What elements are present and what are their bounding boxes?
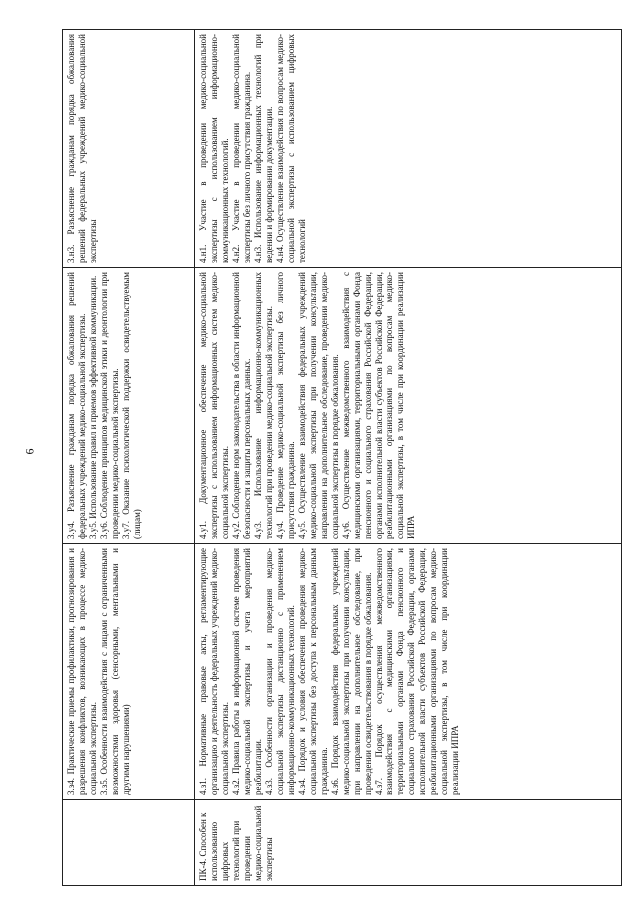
- knowledge-item: 4.з3. Особенности организации и проведения медико-социальной экспертизы дистанционно с применением информационно-коммуникационных технологий.: [263, 548, 296, 795]
- skill-item: 4.у2. Соблюдение норм законодательства в области информационной безопасности и защиты персональных данных.: [230, 272, 252, 539]
- ability-item: 4.н3. Использование информационных технологий при ведении и формировании документации.: [252, 34, 274, 263]
- competency-table: [62, 29, 622, 886]
- skills-cell: [63, 268, 195, 544]
- abilities-cell: [63, 30, 195, 268]
- skill-item: 3.у4. Разъяснение гражданам порядка обжалования решений федеральных учреждений медико-социальной экспертизы.: [66, 272, 87, 539]
- knowledge-item: 4.з2. Правила работы в информационной системе проведения медико-социальной экспертизы и учета мероприятий реабилитации.: [230, 548, 263, 795]
- page-number: 6: [22, 448, 37, 455]
- skill-item: 3.у5. Использование правил и приемов эффективной коммуникации.: [87, 275, 98, 539]
- competency-cell: ПК-4. Способен к использованию цифровых технологий при проведении медико-социальной экспертизы: [195, 800, 622, 886]
- knowledge-cell: [195, 544, 622, 800]
- knowledge-item: 3.з5. Особенности взаимодействия с лицами с ограниченными возможностями здоровья (сенсорными, ментальными и другими нарушениями): [98, 548, 131, 795]
- table-row: [195, 30, 622, 886]
- skill-item: 3.у7. Оказание психологической поддержки освидетельствуемым (лицам): [120, 272, 142, 539]
- skills-cell: [195, 268, 622, 544]
- skill-item: 4.у4. Проведение медико-социальной экспертизы без личного присутствия гражданина.: [274, 272, 296, 539]
- knowledge-item: 4.з4. Порядок и условия обеспечения проведения медико-социальной экспертизы без доступа к персональным данным гражданина.: [296, 548, 329, 795]
- knowledge-cell: [63, 544, 195, 800]
- ability-item: 4.н2. Участие в проведении медико-социальной экспертизы без личного присутствия гражданина.: [230, 34, 252, 263]
- knowledge-item: 4.з6. Порядок взаимодействия федеральных учреждений медико-социальной экспертизы при получении консультации, при направлении на дополнительное обследование, при проведении освидетельствования в порядке обжалования.: [329, 548, 373, 795]
- skill-item: 4.у3. Использование информационно-коммуникационных технологий при проведении медико-социальной экспертизы.: [252, 272, 274, 539]
- skill-item: 3.у6. Соблюдение принципов медицинской этики и деонтологии при проведении медико-социальной экспертизы.: [98, 272, 120, 539]
- abilities-cell: [195, 30, 622, 268]
- knowledge-item: 3.з4. Практические приемы профилактики, прогнозирования и разрешения конфликтов, возникающих в процессе медико-социальной экспертизы.: [66, 548, 98, 795]
- rotated-page-content: [62, 30, 622, 886]
- knowledge-item: 4.з7. Порядок осуществления межведомственного взаимодействия с медицинскими организациями, территориальными органами Фонда пенсионного и социального страхования Российской Федерации, органами исполнительной власти субъектов Российской Федерации, реабилитационными организациями по вопросам медико-социальной экспертизы, в том числе при координации реализации ИПРА: [373, 548, 461, 795]
- ability-item: 4.н4. Осуществление взаимодействия по вопросам медико-социальной экспертизы с использованием цифровых технологий: [274, 34, 307, 263]
- ability-item: 3.н3. Разъяснение гражданам порядка обжалования решений федеральных учреждений медико-социальной экспертизы: [66, 34, 98, 263]
- skill-item: 4.у6. Осуществление межведомственного взаимодействия с медицинскими организациями, территориальными органами Фонда пенсионного и социального страхования Российской Федерации, органами исполнительной власти субъектов Российской Федерации, реабилитационными организациями по вопросам медико-социальной экспертизы, в том числе при координации реализации ИПРА: [340, 272, 417, 539]
- knowledge-item: 4.з1. Нормативные правовые акты, регламентирующие организацию и деятельность федеральных учреждений медико-социальной экспертизы.: [198, 548, 230, 795]
- skill-item: 4.у1. Документационное обеспечение медико-социальной экспертизы с использованием информационных систем медико-социальной экспертизы.: [198, 272, 230, 539]
- skill-item: 4.у5. Осуществление взаимодействия федеральных учреждений медико-социальной экспертизы при получении консультации, направлении на дополнительное обследование, проведении медико-социальной экспертизы в порядке обжалования.: [296, 272, 340, 539]
- competency-cell: [63, 800, 195, 886]
- table-row: [63, 30, 195, 886]
- ability-item: 4.н1. Участие в проведении медико-социальной экспертизы с использованием информационно-коммуникационных технологий.: [198, 34, 230, 263]
